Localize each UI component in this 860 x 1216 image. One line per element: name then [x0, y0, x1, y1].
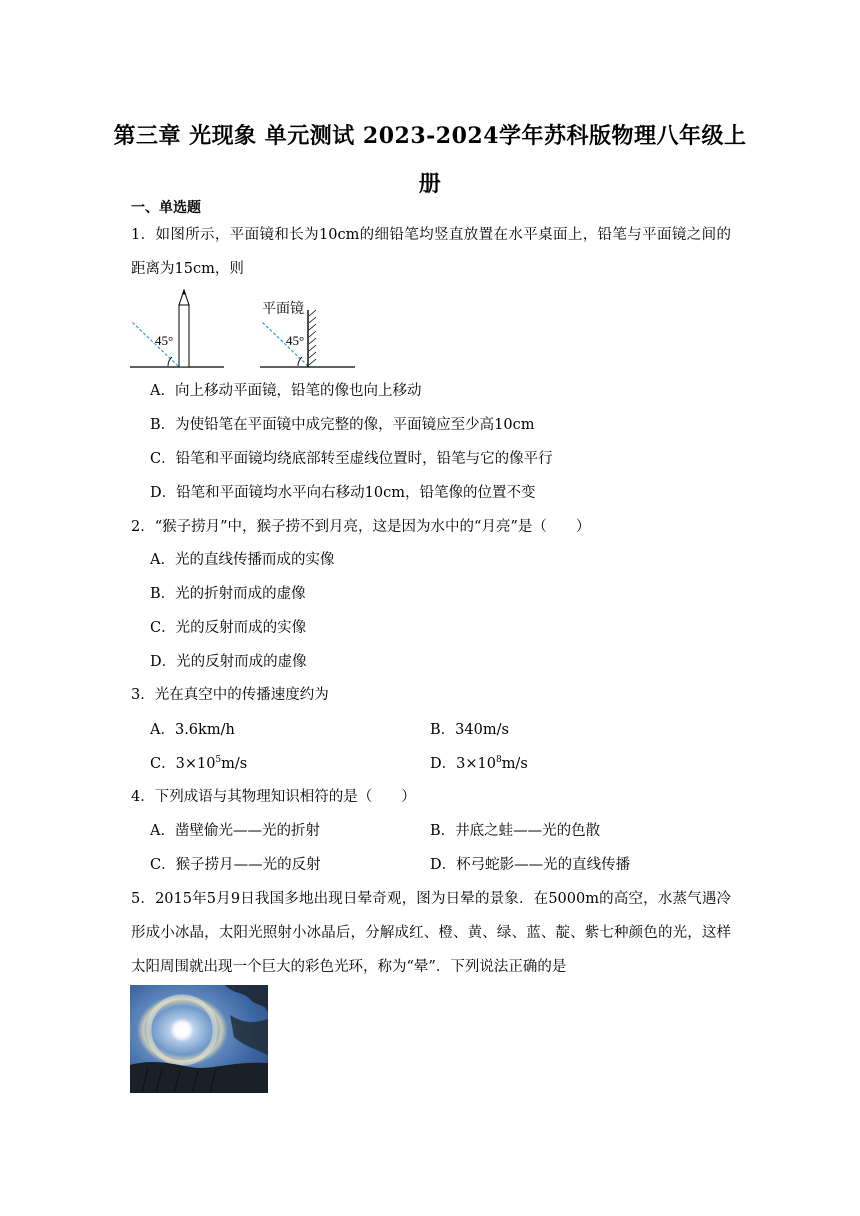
question-2-stem: 2．“猴子捞月”中，猴子捞不到月亮，这是因为水中的“月亮”是（ ） — [131, 519, 591, 535]
sun-halo-photo — [130, 985, 268, 1093]
question-5-stem: 5．2015年5月9日我国多地出现日晕奇观，图为日晕的景象．在5000m的高空，水蒸气遇冷形成小冰晶，太阳光照射小冰晶后，分解成红、橙、黄、绿、蓝、靛、紫七种颜色的光，这样太阳周围就出现一个巨大的彩色光环，称为“晕”．下列说法正确的是 — [131, 891, 731, 975]
question-4-stem: 4．下列成语与其物理知识相符的是（ ） — [131, 789, 416, 805]
question-1-option-d: D．铅笔和平面镜均水平向右移动10cm，铅笔像的位置不变 — [150, 485, 536, 501]
question-3-option-b: B．340m/s — [430, 722, 509, 738]
question-2-option-d: D．光的反射而成的虚像 — [150, 654, 307, 670]
question-1-stem: 1．如图所示，平面镜和长为10cm的细铅笔均竖直放置在水平桌面上，铅笔与平面镜之间的距离为15cm，则 — [131, 227, 731, 277]
question-4-option-d: D．杯弓蛇影——光的直线传播 — [430, 857, 631, 873]
question-2-option-c: C．光的反射而成的实像 — [150, 620, 307, 636]
question-3-option-d: D．$3\times 10^8m/s$ — [430, 755, 528, 772]
question-2-option-b: B．光的折射而成的虚像 — [150, 586, 306, 602]
document-title: 第三章 光现象 单元测试 2023-2024学年苏科版物理八年级上册 — [113, 123, 747, 197]
question-3-stem: 3．光在真空中的传播速度约为 — [131, 687, 329, 703]
question-4-option-b: B．井底之蛙——光的色散 — [430, 823, 601, 839]
question-3-option-a: A．3.6km/h — [150, 722, 235, 738]
angle-label-left: 45° — [155, 333, 174, 348]
question-1-figure — [128, 286, 358, 372]
question-4-option-a: A．凿壁偷光——光的折射 — [150, 823, 320, 839]
question-4-option-c: C．猴子捞月——光的反射 — [150, 857, 321, 873]
mirror-label: 平面镜 — [262, 302, 304, 317]
question-1-option-c: C．铅笔和平面镜均绕底部转至虚线位置时，铅笔与它的像平行 — [150, 451, 553, 467]
question-1-option-b: B．为使铅笔在平面镜中成完整的像，平面镜应至少高10cm — [150, 417, 535, 433]
section-heading: 一、单选题 — [131, 200, 201, 216]
question-3-option-c: C．$3\times 10^5m/s$ — [150, 755, 248, 772]
mirror-icon — [308, 310, 316, 367]
pencil-icon — [179, 290, 189, 367]
question-1-option-a: A．向上移动平面镜，铅笔的像也向上移动 — [150, 383, 422, 399]
question-2-option-a: A．光的直线传播而成的实像 — [150, 552, 335, 568]
angle-label-right: 45° — [286, 333, 305, 348]
